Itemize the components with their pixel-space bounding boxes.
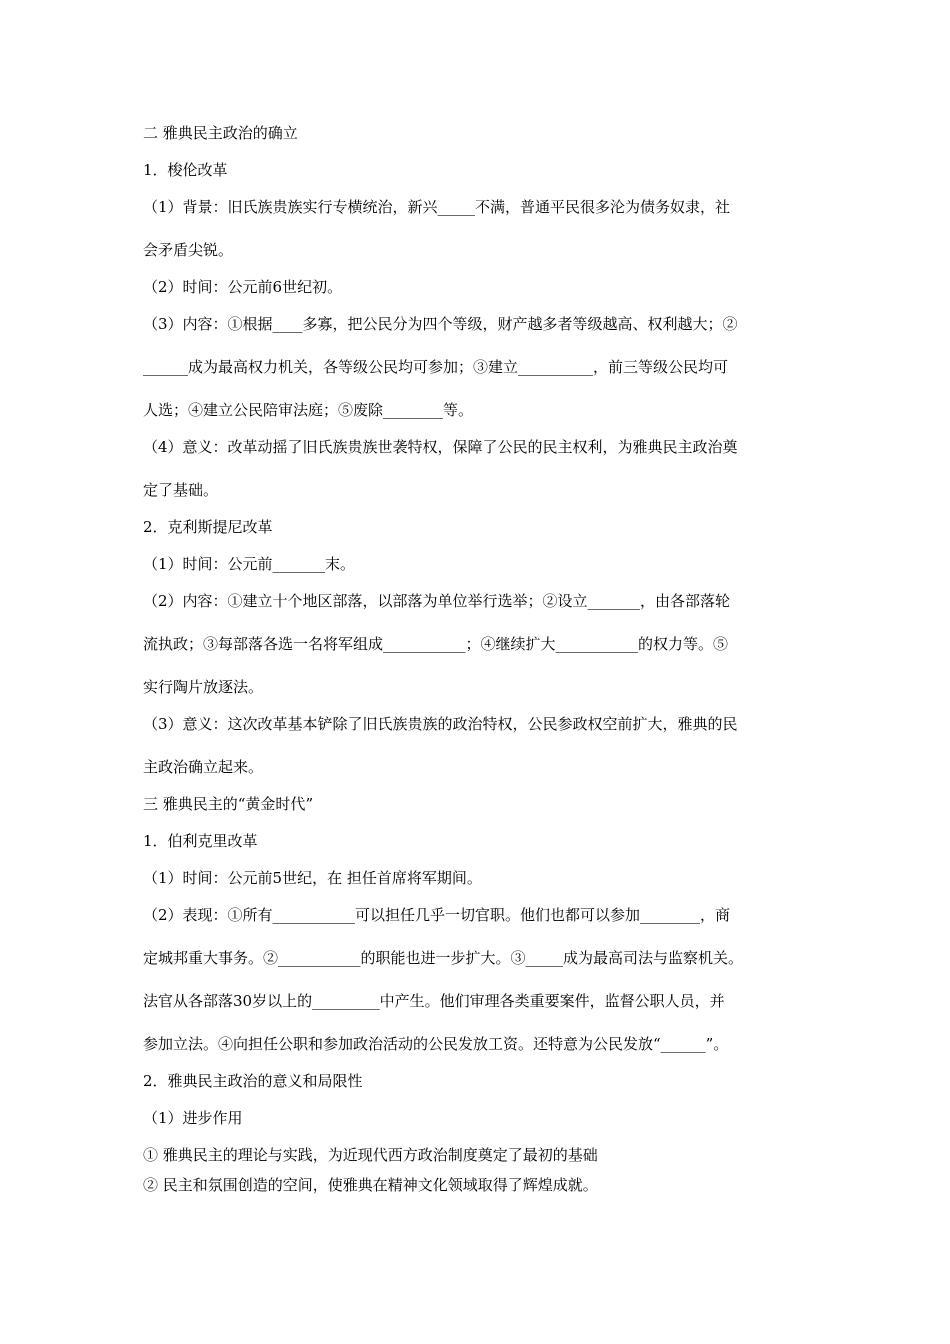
text-line: 法官从各部落30岁以上的_________中产生。他们审理各类重要案件，监督公职人员，并 — [143, 992, 725, 1010]
subsection-heading-pericles: 1．伯利克里改革 — [143, 832, 258, 850]
document-page — [143, 123, 813, 1195]
text-line: ② 民主和氛围创造的空间，使雅典在精神文化领域取得了辉煌成就。 — [143, 1176, 598, 1194]
subsection-heading-solon: 1．梭伦改革 — [143, 161, 228, 179]
text-line: （3）内容：①根据____多寡，把公民分为四个等级，财产越多者等级越高、权利越大；② — [143, 315, 738, 333]
text-line: （1）背景：旧氏族贵族实行专横统治，新兴_____不满，普通平民很多沦为债务奴隶，社 — [143, 198, 731, 216]
text-line: 参加立法。④向担任公职和参加政治活动的公民发放工资。还特意为公民发放“______”。 — [143, 1035, 729, 1053]
section-heading-3: 三 雅典民主的“黄金时代” — [143, 795, 314, 813]
text-line: （2）表现：①所有___________可以担任几乎一切官职。他们也都可以参加________，商 — [143, 906, 731, 924]
text-line: 实行陶片放逐法。 — [143, 678, 264, 696]
text-line: （2）时间：公元前6世纪初。 — [143, 278, 343, 296]
text-line: （1）进步作用 — [143, 1109, 243, 1127]
text-line: 人选；④建立公民陪审法庭；⑤废除________等。 — [143, 401, 474, 419]
text-line: ① 雅典民主的理论与实践，为近现代西方政治制度奠定了最初的基础 — [143, 1146, 598, 1164]
text-line: 定城邦重大事务。②___________的职能也进一步扩大。③_____成为最高司法与监察机关。 — [143, 949, 744, 967]
section-heading-2: 二 雅典民主政治的确立 — [143, 124, 298, 142]
text-line: 流执政；③每部落各选一名将军组成___________；④继续扩大___________的权力等。⑤ — [143, 635, 729, 653]
text-line: 定了基础。 — [143, 481, 219, 499]
text-line: （3）意义：这次改革基本铲除了旧氏族贵族的政治特权，公民参政权空前扩大，雅典的民 — [143, 715, 738, 733]
text-line: （4）意义：改革动摇了旧氏族贵族世袭特权，保障了公民的民主权利，为雅典民主政治奠 — [143, 438, 738, 456]
text-line: 会矛盾尖锐。 — [143, 241, 234, 259]
subsection-heading-significance: 2．雅典民主政治的意义和局限性 — [143, 1072, 363, 1090]
text-line: （1）时间：公元前_______末。 — [143, 555, 356, 573]
text-line: ______成为最高权力机关，各等级公民均可参加；③建立__________，前三等级公民均可 — [143, 358, 729, 376]
text-line: （1）时间：公元前5世纪，在 担任首席将军期间。 — [143, 869, 482, 887]
text-line: 主政治确立起来。 — [143, 758, 264, 776]
subsection-heading-cleisthenes: 2．克利斯提尼改革 — [143, 518, 273, 536]
text-line: （2）内容：①建立十个地区部落，以部落为单位举行选举；②设立_______，由各部落轮 — [143, 592, 731, 610]
